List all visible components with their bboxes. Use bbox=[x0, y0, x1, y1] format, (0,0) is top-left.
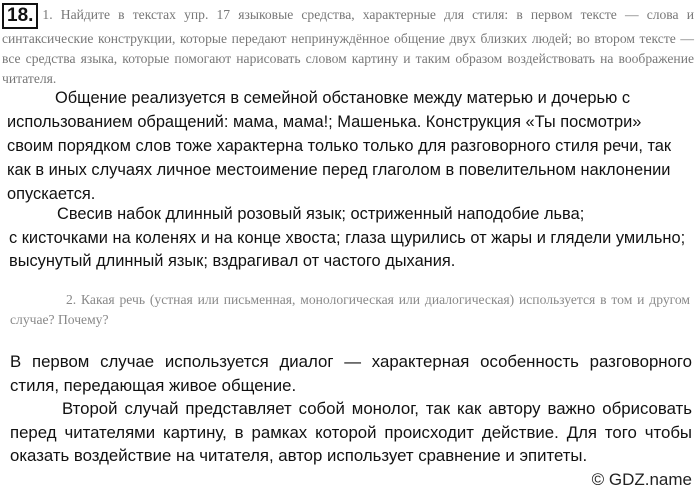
site-watermark: © GDZ.name bbox=[586, 470, 692, 490]
task2-answer bbox=[10, 350, 692, 468]
task1-example-quote bbox=[9, 203, 693, 274]
task2-question: 2. Какая речь (устная или письменная, монологическая или диалогическая) используется в том и другом случае? Почему? bbox=[10, 292, 690, 327]
example-line-1: Свесив набок длинный розовый язык; остриженный наподобие льва; bbox=[57, 205, 585, 223]
task1-question-text: 1. Найдите в текстах упр. 17 языковые средства, характерные для стиля: в первом тексте — слова и синтаксические конструкции, которые передают непринуждённое общение двух близких людей; во втором тексте — все средства языка, которые помогают нарисовать словом картину и таким образом воздействовать на воображение читателя. bbox=[2, 7, 694, 86]
task1-question-block bbox=[2, 3, 694, 89]
task2-answer-paragraph-2: Второй случай представляет собой монолог, так как автору важно обрисовать перед читателями картину, в рамках которой происходит действие. Для того чтобы оказать воздействие на читателя, автор использует сравнение и эпитеты. bbox=[10, 399, 692, 465]
task1-answer-paragraph: Общение реализуется в семейной обстановке между матерью и дочерью с использованием обращений: мама, мама!; Машенька. Конструкция «Ты посмотри» своим порядком слов тоже характерна только только для разговорного стиля речи, так как в иных случаях личное местоимение перед глаголом в повелительном наклонении опускается. bbox=[7, 89, 672, 203]
task1-answer bbox=[7, 86, 683, 206]
example-continuation: с кисточками на коленях и на конце хвоста; глаза щурились от жары и глядели умильно; высунутый длинный язык; вздрагивал от частого дыхания. bbox=[9, 228, 686, 270]
exercise-number-badge: 18. bbox=[2, 3, 38, 29]
task2-answer-paragraph-1: В первом случае используется диалог — характерная особенность разговорного стиля, передающая живое общение. bbox=[10, 352, 692, 395]
